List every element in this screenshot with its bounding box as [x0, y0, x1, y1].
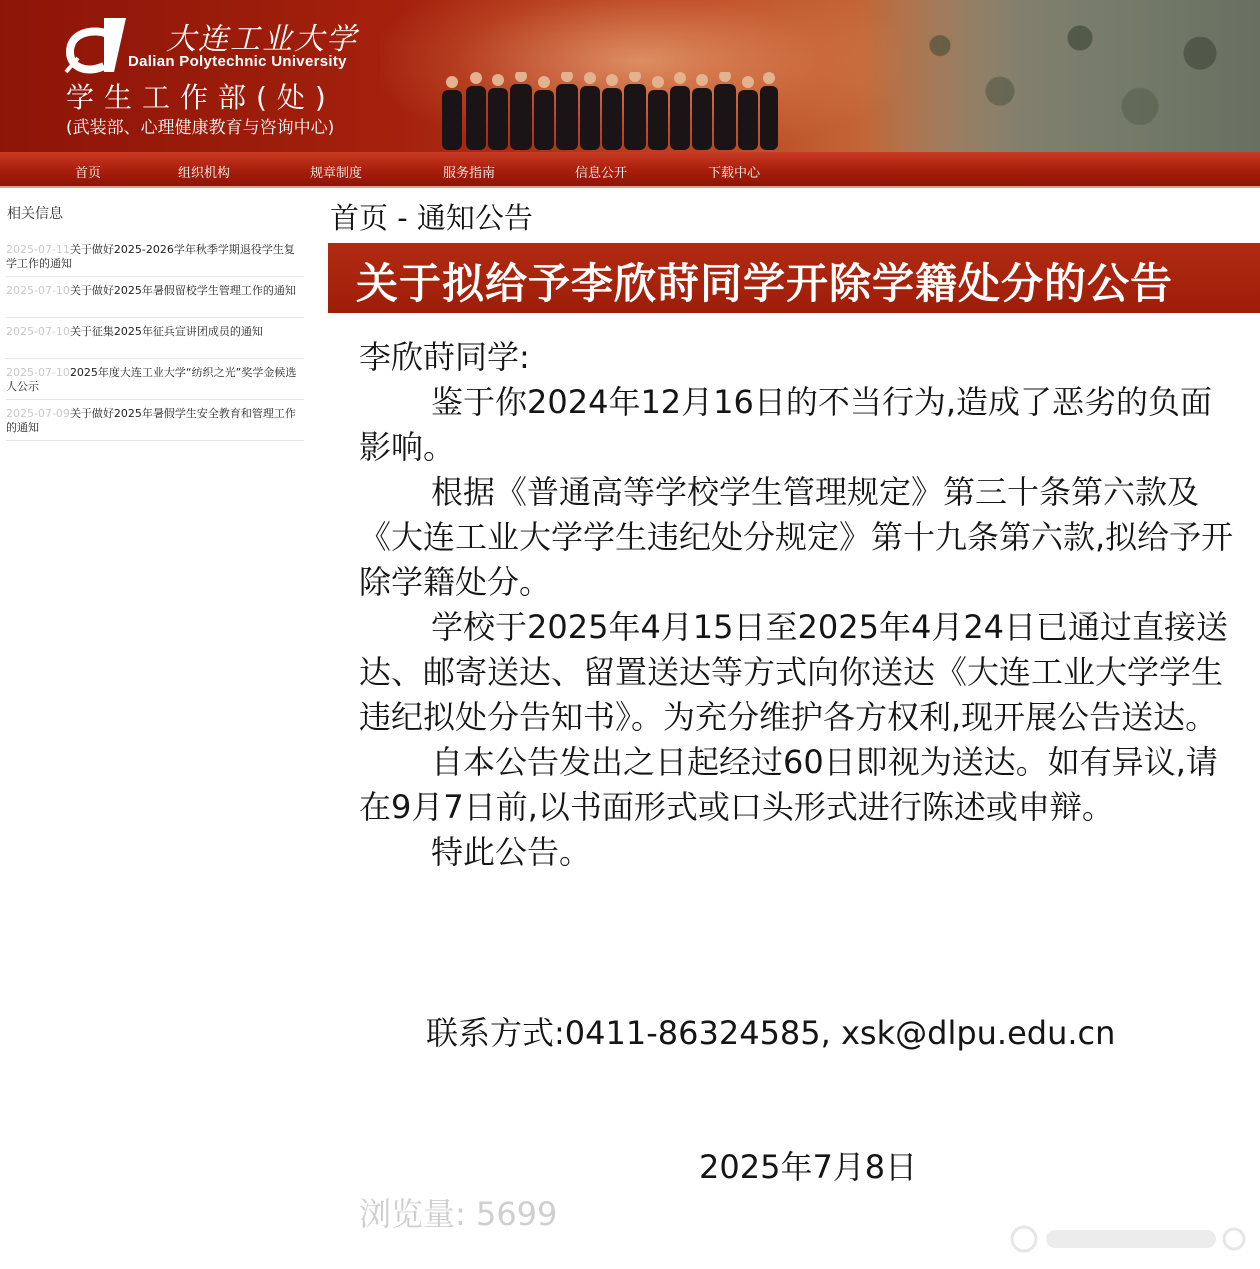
list-item[interactable]: [6, 277, 304, 318]
notice-paragraph: 鉴于你2024年12月16日的不当行为,造成了恶劣的负面影响。: [359, 383, 1213, 466]
list-item[interactable]: [6, 400, 304, 441]
list-item-title[interactable]: 2025年度大连工业大学“纺织之光”奖学金候选人公示: [6, 366, 297, 393]
nav-item-organization[interactable]: 组织机构: [178, 166, 231, 181]
list-item-date: 2025-07-10: [6, 325, 70, 338]
list-item-date: 2025-07-11: [6, 243, 70, 256]
notice-salutation: 李欣莳同学:: [359, 338, 530, 376]
main-nav: [0, 152, 1260, 188]
list-item-date: 2025-07-10: [6, 366, 70, 379]
notice-closing: 特此公告。: [431, 833, 592, 871]
list-item[interactable]: [6, 236, 304, 277]
notice-body: [359, 335, 1235, 875]
dpu-logo-icon: [64, 14, 130, 74]
nav-item-info-disclosure[interactable]: 信息公开: [575, 166, 628, 181]
list-item-title[interactable]: 关于做好2025-2026学年秋季学期退役学生复学工作的通知: [6, 243, 295, 270]
related-info-list: [6, 236, 304, 441]
list-item-title[interactable]: 关于做好2025年暑假学生安全教育和管理工作的通知: [6, 407, 296, 434]
list-item[interactable]: [6, 359, 304, 400]
university-name-en: Dalian Polytechnic University: [128, 53, 347, 70]
department-subtitle: (武装部、心理健康教育与咨询中心): [66, 118, 335, 138]
notice-date: 2025年7月8日: [699, 1148, 918, 1186]
department-title: 学生工作部(处): [66, 81, 336, 114]
notice-paragraph: 自本公告发出之日起经过60日即视为送达。如有异议,请在9月7日前,以书面形式或口头形式进行陈述或申辩。: [359, 743, 1218, 826]
breadcrumb: 首页 - 通知公告: [330, 201, 533, 235]
watermark-icon: [1010, 1222, 1250, 1256]
notice-paragraph: 根据《普通高等学校学生管理规定》第三十条第六款及《大连工业大学学生违纪处分规定》第十九条第六款,拟给予开除学籍处分。: [359, 473, 1234, 601]
list-item[interactable]: [6, 318, 304, 359]
sidebar-heading: 相关信息: [7, 206, 63, 222]
contact-info: 联系方式:0411-86324585, xsk@dlpu.edu.cn: [426, 1014, 1116, 1052]
nav-item-service-guide[interactable]: 服务指南: [443, 166, 496, 181]
list-item-title[interactable]: 关于征集2025年征兵宣讲团成员的通知: [69, 325, 263, 338]
university-name-cn: 大连工业大学: [166, 22, 358, 57]
notice-title-bar: [328, 243, 1260, 313]
view-count: 浏览量: 5699: [359, 1195, 558, 1233]
notice-title: 关于拟给予李欣莳同学开除学籍处分的公告: [356, 259, 1174, 308]
notice-paragraph: 学校于2025年4月15日至2025年4月24日已通过直接送达、邮寄送达、留置送达等方式向你送达《大连工业大学学生违纪拟处分告知书》。为充分维护各方权利,现开展公告送达。: [359, 608, 1229, 736]
list-item-date: 2025-07-10: [6, 284, 70, 297]
graduates-photo: [440, 72, 780, 152]
nav-item-home[interactable]: 首页: [75, 166, 102, 181]
nav-item-downloads[interactable]: 下载中心: [708, 166, 761, 181]
banner-photo-soldiers: [860, 0, 1260, 152]
header-banner: [0, 0, 1260, 152]
list-item-date: 2025-07-09: [6, 407, 70, 420]
nav-item-regulations[interactable]: 规章制度: [310, 166, 363, 181]
list-item-title[interactable]: 关于做好2025年暑假留校学生管理工作的通知: [69, 284, 296, 297]
